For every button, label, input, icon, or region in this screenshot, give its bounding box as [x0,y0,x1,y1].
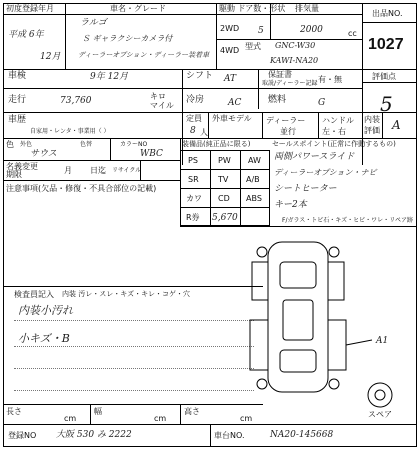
interior-label: 内装 [364,115,380,124]
sales-point-label: セールスポイント(正常に作動するもの) [272,140,396,148]
inspection-value: 9年 12月 [90,72,129,82]
equip-aw: AW [248,156,261,165]
drive-4wd: 4WD [220,46,240,55]
day-label: 日迄 [90,166,106,175]
first-reg-month: 12月 [40,52,61,62]
height-label: 高さ [184,407,200,416]
warranty-sub: 取説/ディーラー記録 [262,80,318,87]
recycle-label: リサイクル [112,167,142,174]
sales-point-4: キー2本 [274,200,307,210]
name-grade-label: 車名・グレード [110,4,166,13]
equip-label: 装備品(純正品に限る) [182,140,251,148]
fuel-value: G [318,98,326,108]
color-value: サウス [30,149,57,159]
inspector-line2: 小キズ・B [18,332,70,345]
drive-2wd: 2WD [220,24,240,33]
displacement-label: 排気量 [295,4,319,13]
height-unit: cm [240,414,253,423]
color-sub: 外色 [20,141,33,148]
capacity-label: 定員 [186,114,202,123]
aircon-value: AC [228,98,242,108]
equip-ab: A/B [246,175,260,184]
equip-sr: SR [188,175,199,184]
dealer-label: ディーラー [266,116,306,125]
grade-line2: ディーラーオプション・ディーラー装着車 [78,51,210,59]
inspector-options: 内装 汚レ・スレ・キズ・キレ・コゲ・穴 [62,290,191,298]
car-name: ラルゴ [80,18,107,28]
equip-navi: カワ [186,194,202,203]
interior-sub: 評価 [364,126,380,135]
spare-label: スペア [368,410,392,419]
color-change-label: 色替 [80,141,93,148]
cc-unit: cc [348,29,357,38]
shift-label: シフト [186,71,214,81]
warranty-label: 保証書 [268,70,292,79]
model-value: GNC-W30 [275,41,316,50]
reg-no-value: 大阪 530 み 2222 [56,430,132,440]
drive-door-label: 駆動 ドア数・形状 [219,4,286,13]
chassis-value: NA20-145668 [270,430,334,440]
chassis-label: 車台NO. [214,431,245,440]
warranty-value: 有・無 [318,75,342,84]
month-label: 月 [64,166,72,175]
equip-cd: CD [218,194,230,203]
first-reg-label: 初度登録年月 [6,4,54,13]
capacity-unit: 人 [200,128,208,137]
damage-marker: A1 [376,336,389,346]
handle-value: 左・右 [322,127,346,136]
mileage-value: 73,760 [60,96,92,106]
export-label: 外車モデル [212,114,252,123]
fuel-label: 燃料 [268,95,287,105]
inspector-label: 検査員記入 [14,290,54,299]
precaution-label: 注意事項(欠品・修復・不具合部位の記載) [6,184,157,193]
color-no-value: WBC [140,149,163,159]
mileage-unit2: マイル [150,101,174,110]
sales-point-1: 両側パワースライド [274,152,355,162]
model-label: 型式 [245,42,261,51]
lot-label: 出品NO. [372,9,403,18]
equip-pw: PW [218,156,231,165]
reg-no-label: 登録NO [8,431,37,440]
displacement-value: 2000 [300,25,323,35]
length-label: 長さ [6,407,22,416]
interior-value: A [392,118,401,132]
equip-abs: ABS [246,194,262,203]
length-unit: cm [64,414,77,423]
color-label: 色 [6,140,14,149]
dealer-sub: 並行 [280,127,296,136]
equip-tv: TV [218,175,229,184]
color-no-label: カラーNO [120,141,148,148]
sales-point-2: ディーラーオプション・ナビ [274,168,377,177]
inspection-label: 車検 [8,71,27,81]
inspector-line1: 内装小汚れ [18,304,73,317]
name-change-sub: 期限 [6,170,22,179]
door-value: 5 [258,26,264,36]
width-unit: cm [154,414,167,423]
first-reg-value: 平成 6年 [8,30,44,40]
capacity-value: 8 [190,126,196,136]
score-label: 評価点 [372,72,396,81]
glass-note: F/ガラス・トビ石・キズ・ヒビ・ワレ・リペア跡 [282,217,414,224]
history-label: 車歴 [8,115,27,125]
history-options: 自家用・レンタ・事業用（ ） [30,128,110,135]
equip-r: R券 [186,213,200,222]
equip-ps: PS [188,156,198,165]
mileage-unit: キロ [150,92,166,101]
sales-point-3: シートヒーター [274,184,337,194]
aircon-label: 冷房 [186,95,205,105]
lot-value: 1027 [368,36,404,53]
width-label: 幅 [94,407,102,416]
vin-value: KAWI-NA20 [270,56,319,65]
shift-value: AT [224,74,237,84]
mileage-label: 走行 [8,95,27,105]
name-change-label: 名義変更 [6,162,38,171]
grade-line1: Ｓ ギャラクシーカメラ付 [82,34,173,43]
score-value: 5 [380,92,393,116]
handle-label: ハンドル [322,116,354,125]
equip-r-value: 5,670 [212,213,238,223]
